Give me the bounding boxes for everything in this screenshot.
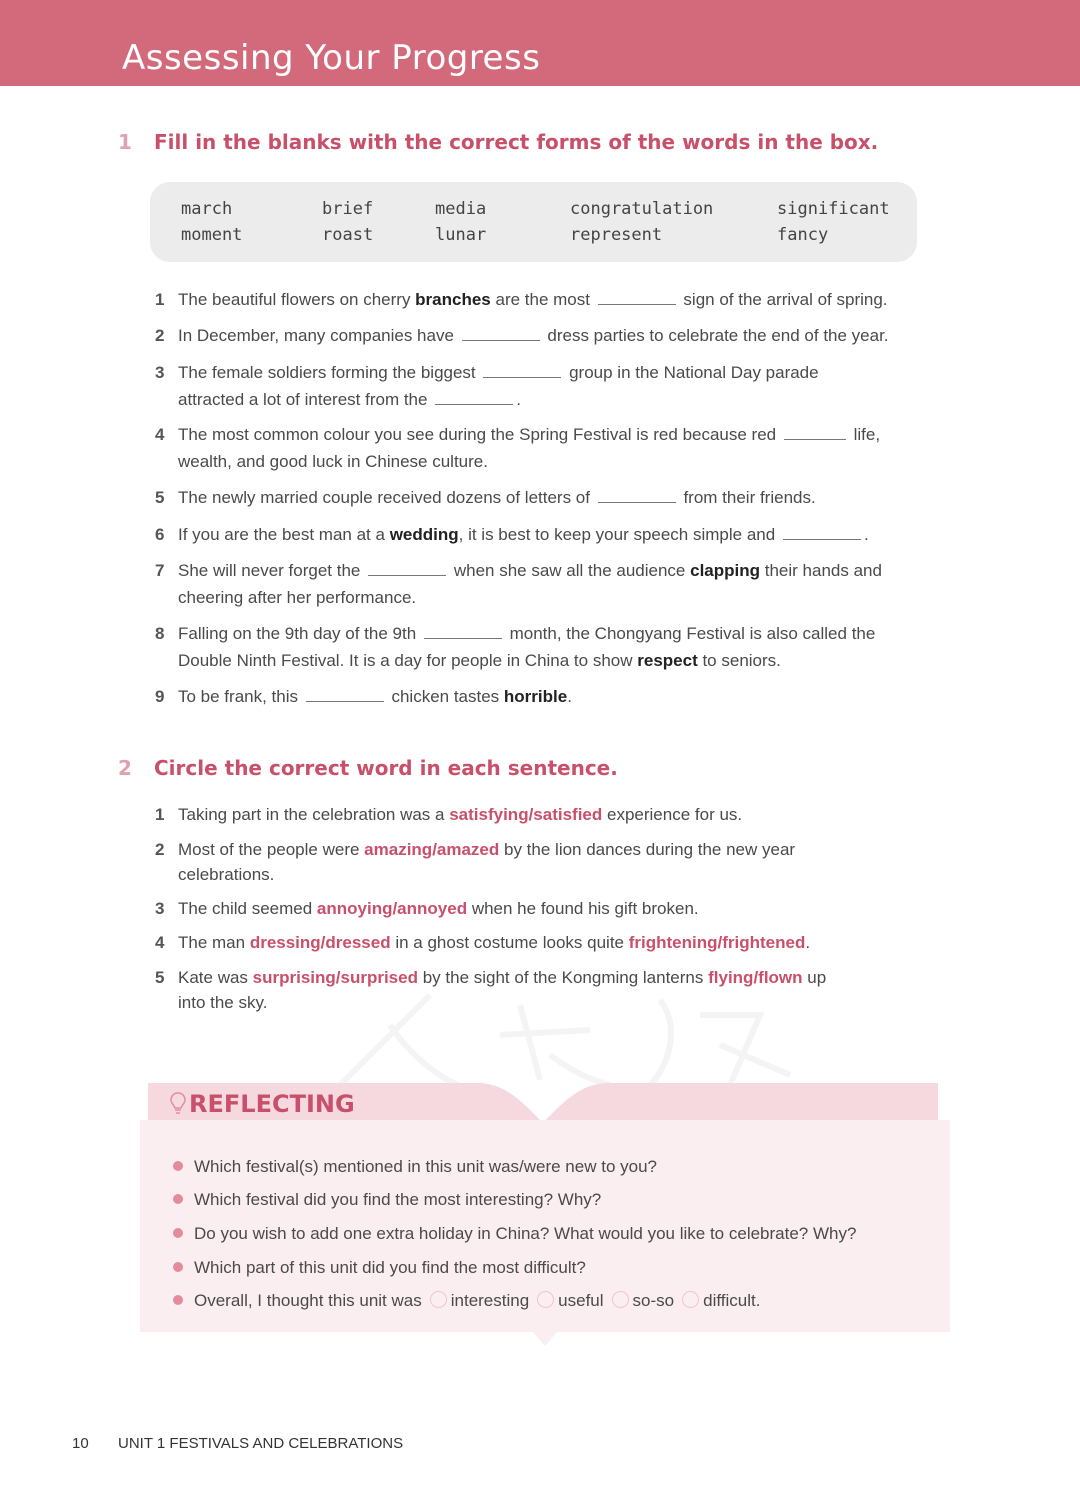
- item-text: sign of the arrival of spring.: [678, 290, 888, 309]
- question-text: Do you wish to add one extra holiday in China? What would you like to celebrate? Why?: [194, 1224, 857, 1243]
- word-media: media: [435, 199, 487, 219]
- item-text: , it is best to keep your speech simple and: [458, 525, 780, 544]
- section-1-heading: [118, 130, 878, 154]
- item-text: .: [863, 525, 869, 544]
- blank-line[interactable]: [783, 525, 861, 540]
- item-text: cheering after her performance.: [178, 587, 417, 607]
- section-1-instruction: Fill in the blanks with the correct forms of the words in the box.: [154, 130, 879, 154]
- item-text: The beautiful flowers on cherry: [178, 290, 416, 309]
- word-choice[interactable]: flying/flown: [708, 968, 803, 987]
- exercise1-item-4: [155, 422, 955, 475]
- word-lunar: lunar: [435, 225, 487, 245]
- item-text: The female soldiers forming the biggest: [178, 363, 481, 382]
- item-number: 9: [155, 687, 165, 706]
- item-text: The most common colour you see during the Spring Festival is red because red: [178, 425, 781, 444]
- item-text: .: [567, 687, 572, 706]
- item-text: To be frank, this: [178, 687, 303, 706]
- item-text: If you are the best man at a: [178, 525, 390, 544]
- item-text: by the sight of the Kongming lanterns: [417, 968, 709, 987]
- section-2-number: 2: [118, 756, 132, 780]
- exercise1-item-3: [155, 360, 955, 413]
- word-box: [150, 182, 917, 262]
- key-word: horrible: [503, 687, 568, 706]
- item-text: She will never forget the: [178, 561, 366, 580]
- bullet-icon: [173, 1228, 183, 1238]
- item-text: group in the National Day parade: [564, 363, 819, 382]
- exercise1-item-1: [155, 287, 955, 314]
- item-text: their hands and: [760, 561, 882, 580]
- reflecting-title-text: REFLECTING: [189, 1090, 355, 1118]
- item-number: 3: [155, 363, 165, 382]
- item-text: attracted a lot of interest from the: [178, 389, 433, 409]
- blank-line[interactable]: [483, 363, 561, 378]
- bullet-icon: [173, 1295, 183, 1305]
- item-text: experience for us.: [602, 805, 743, 824]
- item-text: dress parties to celebrate the end of the year.: [542, 326, 889, 345]
- exercise1-item-5: [155, 485, 955, 512]
- blank-line[interactable]: [306, 687, 384, 702]
- item-number: 1: [155, 290, 165, 309]
- question-text: Overall, I thought this unit was: [194, 1291, 422, 1310]
- word-choice[interactable]: satisfying/satisfied: [449, 805, 603, 824]
- item-text: life,: [848, 425, 881, 444]
- exercise1-item-9: [155, 684, 955, 711]
- exercise2-item-4: [155, 930, 955, 957]
- radio-circle-icon[interactable]: [430, 1291, 447, 1308]
- item-number: 6: [155, 525, 165, 544]
- item-text: The newly married couple received dozens of letters of: [178, 488, 595, 507]
- page-number: 10: [72, 1435, 89, 1452]
- item-number: 4: [155, 933, 165, 952]
- reflect-overall: [173, 1291, 760, 1311]
- option-label: so-so: [632, 1291, 675, 1310]
- exercise2-item-3: [155, 896, 955, 923]
- bullet-icon: [173, 1194, 183, 1204]
- item-number: 2: [155, 840, 165, 859]
- blank-line[interactable]: [598, 290, 676, 305]
- item-number: 4: [155, 425, 165, 444]
- item-text: to seniors.: [697, 650, 781, 670]
- section-2-instruction: Circle the correct word in each sentence.: [154, 756, 618, 780]
- word-choice[interactable]: dressing/dressed: [249, 933, 391, 952]
- item-number: 7: [155, 561, 165, 580]
- item-text: month, the Chongyang Festival is also called the: [504, 624, 876, 643]
- reflect-question-1: [173, 1157, 657, 1177]
- reflecting-title: [170, 1090, 355, 1118]
- reflecting-pointer: [531, 1330, 559, 1346]
- item-text: wealth, and good luck in Chinese culture.: [178, 451, 488, 471]
- word-choice[interactable]: amazing/amazed: [364, 840, 500, 859]
- lightbulb-icon: [170, 1091, 186, 1115]
- item-text: celebrations.: [178, 865, 275, 884]
- question-text: Which festival did you find the most interesting? Why?: [194, 1190, 602, 1209]
- page-title: Assessing Your Progress: [122, 38, 541, 78]
- item-number: 8: [155, 624, 165, 643]
- option-label: interesting: [450, 1291, 530, 1310]
- blank-line[interactable]: [598, 488, 676, 503]
- reflect-question-4: [173, 1258, 586, 1278]
- reflect-question-2: [173, 1190, 601, 1210]
- item-text: The child seemed: [178, 899, 317, 918]
- key-word: clapping: [690, 561, 761, 580]
- option-label: useful: [558, 1291, 604, 1310]
- watermark: [300, 985, 820, 1095]
- word-choice[interactable]: surprising/surprised: [252, 968, 418, 987]
- word-choice[interactable]: annoying/annoyed: [316, 899, 468, 918]
- word-moment: moment: [181, 225, 243, 245]
- item-text: in a ghost costume looks quite: [390, 933, 629, 952]
- question-text: Which festival(s) mentioned in this unit was/were new to you?: [194, 1157, 657, 1176]
- question-text: Which part of this unit did you find the most difficult?: [194, 1258, 586, 1277]
- word-choice[interactable]: frightening/frightened: [628, 933, 806, 952]
- word-fancy: fancy: [777, 225, 829, 245]
- exercise2-item-1: [155, 802, 955, 829]
- word-march: march: [181, 199, 233, 219]
- item-text: The man: [178, 933, 250, 952]
- item-text: by the lion dances during the new year: [499, 840, 796, 859]
- item-number: 3: [155, 899, 165, 918]
- item-text: into the sky.: [178, 993, 268, 1012]
- word-significant: significant: [777, 199, 890, 219]
- exercise1-item-2: [155, 323, 955, 350]
- item-text: Double Ninth Festival. It is a day for people in China to show: [178, 650, 638, 670]
- reflect-question-3: [173, 1224, 856, 1244]
- unit-title: UNIT 1 FESTIVALS AND CELEBRATIONS: [118, 1435, 404, 1452]
- key-word: branches: [415, 290, 491, 309]
- item-text: .: [805, 933, 811, 952]
- item-number: 5: [155, 968, 165, 987]
- item-text: Falling on the 9th day of the 9th: [178, 624, 421, 643]
- section-1-number: 1: [118, 130, 132, 154]
- item-text: from their friends.: [678, 488, 816, 507]
- word-represent: represent: [570, 225, 663, 245]
- exercise2-item-2: [155, 837, 955, 887]
- item-text: Kate was: [178, 968, 253, 987]
- blank-line[interactable]: [462, 326, 540, 341]
- bullet-icon: [173, 1161, 183, 1171]
- exercise1-item-6: [155, 522, 955, 549]
- option-label: difficult.: [703, 1291, 761, 1310]
- bullet-icon: [173, 1262, 183, 1272]
- word-roast: roast: [322, 225, 374, 245]
- item-number: 2: [155, 326, 165, 345]
- item-text: In December, many companies have: [178, 326, 459, 345]
- key-word: wedding: [389, 525, 459, 544]
- item-text: when he found his gift broken.: [467, 899, 699, 918]
- blank-line[interactable]: [424, 624, 502, 639]
- key-word: respect: [637, 650, 698, 670]
- item-text: .: [516, 389, 521, 409]
- radio-circle-icon[interactable]: [682, 1291, 699, 1308]
- section-2-heading: [118, 756, 618, 780]
- word-congratulation: congratulation: [570, 199, 714, 219]
- blank-line[interactable]: [435, 390, 513, 405]
- item-text: when she saw all the audience: [449, 561, 691, 580]
- radio-circle-icon[interactable]: [612, 1291, 629, 1308]
- item-text: Taking part in the celebration was a: [178, 805, 450, 824]
- radio-circle-icon[interactable]: [537, 1291, 554, 1308]
- item-text: chicken tastes: [386, 687, 504, 706]
- item-text: are the most: [490, 290, 595, 309]
- item-number: 1: [155, 805, 165, 824]
- exercise1-item-8: [155, 621, 955, 674]
- item-text: up: [802, 968, 827, 987]
- item-text: Most of the people were: [178, 840, 365, 859]
- page-header: [0, 0, 1080, 86]
- blank-line[interactable]: [368, 561, 446, 576]
- item-number: 5: [155, 488, 165, 507]
- blank-line[interactable]: [784, 425, 846, 440]
- word-brief: brief: [322, 199, 374, 219]
- exercise1-item-7: [155, 558, 955, 611]
